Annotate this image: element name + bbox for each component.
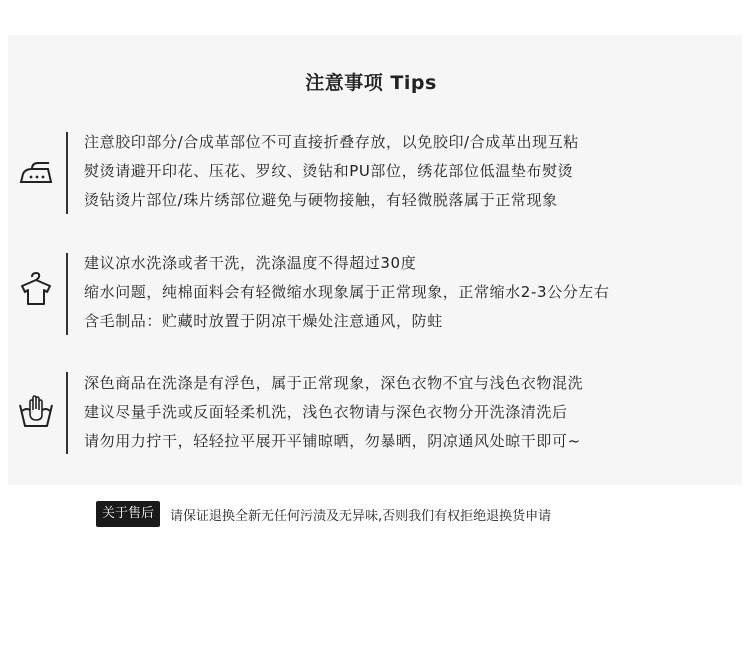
tip-line: 深色商品在洗涤是有浮色，属于正常现象，深色衣物不宜与浅色衣物混洗 [84,374,584,392]
page-title: 注意事项 Tips [305,72,437,94]
section-divider [66,253,68,335]
tip-line: 注意胶印部分/合成革部位不可直接折叠存放，以免胶印/合成革出现互粘 [84,133,579,151]
tip-line: 含毛制品：贮藏时放置于阴凉干燥处注意通风，防蛀 [84,312,443,330]
tips-section-ironing [0,130,750,220]
section-divider [66,132,68,214]
shirt-hanger-icon [18,271,54,307]
tip-line: 建议尽量手洗或反面轻柔机洗，浅色衣物请与深色衣物分开洗涤清洗后 [84,403,568,421]
section-divider [66,372,68,454]
tip-line: 熨烫请避开印花、压花、罗纹、烫钻和PU部位，绣花部位低温垫布熨烫 [84,162,574,180]
tip-line: 请勿用力拧干，轻轻拉平展开平铺晾晒，勿暴晒，阴凉通风处晾干即可~ [84,432,581,450]
tip-line: 建议凉水洗涤或者干洗，洗涤温度不得超过30度 [84,254,417,272]
tips-section-washing [0,249,750,339]
tip-line: 烫钻烫片部位/珠片绣部位避免与硬物接触，有轻微脱落属于正常现象 [84,191,558,209]
tip-line: 缩水问题，纯棉面料会有轻微缩水现象属于正常现象，正常缩水2-3公分左右 [84,283,610,301]
iron-icon [18,154,54,190]
tips-section-care [0,369,750,459]
after-sales-text: 请保证退换全新无任何污渍及无异味,否则我们有权拒绝退换货申请 [170,508,552,524]
after-sales-badge: 关于售后 [96,501,160,527]
hand-wash-icon [18,393,54,429]
after-sales-note [96,501,551,527]
